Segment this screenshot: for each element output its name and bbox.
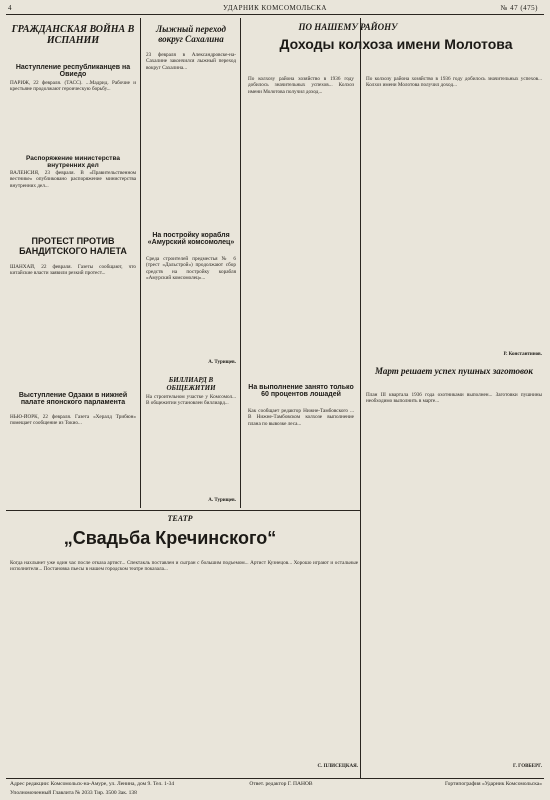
theater-top-rule <box>6 510 360 511</box>
page-number: 4 <box>8 4 12 12</box>
article-income-title: Доходы колхоза имени Молотова <box>279 36 513 52</box>
issue-number: № 47 (475) <box>500 4 538 12</box>
footer-rule <box>6 778 544 779</box>
secondary-signature: Г. ГОВБЕРГ. <box>513 764 542 769</box>
theater-signature: С. ПЛИСЕЦКАЯ. <box>317 764 358 769</box>
article-ministry-title: Распоряжение министерства внутренних дел <box>26 155 120 169</box>
article-billiard-title: БИЛЛИАРД В ОБЩЕЖИТИИ <box>166 376 216 392</box>
article-ship-title: На постройку корабля «Амурский комсомолец» <box>147 232 235 246</box>
article-ship-signature: А. Турищев. <box>208 360 236 365</box>
article-billiard-signature: А. Турищев. <box>208 498 236 503</box>
article-billiard-text: На строительном участке у Комсомол... В общежитии установлен биллиард... <box>146 394 236 407</box>
theater-title: „Свадьба Кречинского“ <box>63 528 277 548</box>
article-ozaki-text: НЬЮ-ЙОРК, 22 февраля. Газета «Хералд Трибюн» помещает сообщение из Токио... <box>10 414 136 427</box>
theater-label: ТЕАТР <box>167 514 193 523</box>
spain-section-title: ГРАЖДАНСКАЯ ВОЙНА В ИСПАНИИ <box>11 24 135 46</box>
article-sakhalin-title: Лыжный переход вокруг Сахалина <box>156 24 226 44</box>
article-sakhalin-text: 23 февраля в Александровске-на-Сахалине закончился лыжный переход вокруг Сахалина... <box>146 52 236 71</box>
article-horses-signature: Р. Константинов. <box>503 352 542 357</box>
paper-title: УДАРНИК КОМСОМОЛЬСКА <box>223 4 327 12</box>
district-section-title: ПО НАШЕМУ РАЙОНУ <box>298 22 398 32</box>
article-income-text: По колхозу района хозяйство в 1936 году добилось значительных успехов... Колхоз имени Молотова получил доход... <box>248 76 354 95</box>
top-rule <box>6 14 544 15</box>
article-horses-title: На выполнение занято только 60 процентов лошадей <box>248 384 354 398</box>
col-separator-2 <box>240 18 241 508</box>
article-horses-text: Как сообщает редактор Нижне-Тамбовского ... В Нижне-Тамбовском колхозе выполнение плана по вывозке леса... <box>248 408 354 427</box>
article-ozaki-title: Выступление Одзаки в нижней палате японского парламента <box>18 392 128 406</box>
footer-address: Адрес редакции: Комсомольск-на-Амуре, ул. Ленина, дом 9. Тел. 1-34 <box>10 781 175 787</box>
col-separator-1 <box>140 18 141 508</box>
article-oviedo-title: Наступление республиканцев на Овиедо <box>15 64 131 78</box>
article-ship-text: Среда строителей предместья № 6 (трест «Дальстрой») продолжают сбор средств на постройку корабля «Амурский комсомолец»... <box>146 256 236 281</box>
footer-editor: Ответ. редактор Г. ПАНОВ <box>249 781 313 787</box>
article-protest-title: ПРОТЕСТ ПРОТИВ БАНДИТСКОГО НАЛЕТА <box>19 236 127 256</box>
article-income-text-cont: По колхозу района хозяйство в 1936 году добилось значительных успехов... Колхоз имени Молотова получил доход... <box>366 76 542 89</box>
footer-line2: Уполномоченный Главлита № 2033 Тир. 3500 Зак. 138 <box>10 790 137 796</box>
article-oviedo-text: ПАРИЖ, 22 февраля. (ТАСС). ...Мадрид. Рабочие и крестьяне продолжают героическую борьбу... <box>10 80 136 93</box>
footer-printer: Гортипография «Ударник Комсомольска» <box>444 781 542 787</box>
article-ministry-text: ВАЛЕНСИЯ, 23 февраля. В «Правительственном вестнике» опубликовано распоряжение министерства внутренних дел... <box>10 170 136 189</box>
theater-text: Когда нахлынет уже один час после отказа артист... Спектакль поставлен и сыгран с большим подъемом... Артист Кузнецов... Хорошо играют и остальные исполнители... Постановка пьесы в нашем городском театре показала... <box>10 560 358 573</box>
article-fur-title: Март решает успех пушных заготовок <box>375 366 533 376</box>
col-separator-3 <box>360 18 361 778</box>
article-fur-text: План III квартала 1936 года охотниками выполнен... Заготовки пушнины необходимо выполнить в марте... <box>366 392 542 405</box>
article-protest-text: ШАНХАЙ, 22 февраля. Газеты сообщают, что китайские власти заявили резкий протест... <box>10 264 136 277</box>
